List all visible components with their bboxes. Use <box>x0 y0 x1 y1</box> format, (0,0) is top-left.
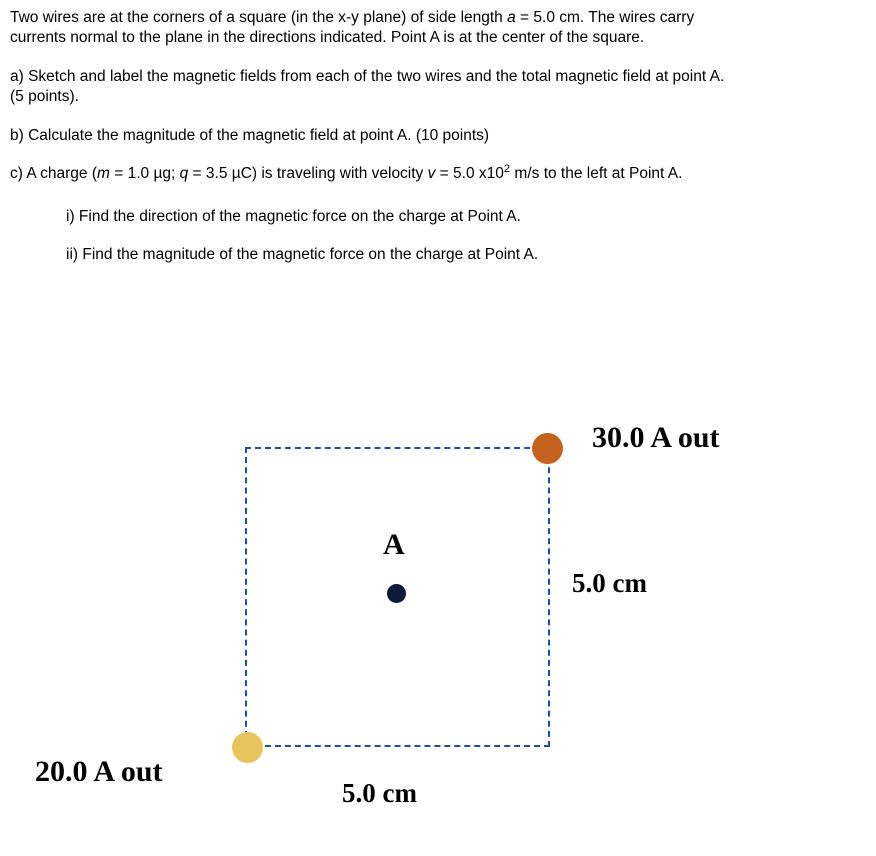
part-c-prefix: c) A charge ( <box>10 165 98 183</box>
point-a-label: A <box>383 528 405 561</box>
wire-top-right-dot <box>532 433 563 464</box>
part-a-line1: a) Sketch and label the magnetic fields from each of the two wires and the total magnetic field at point A. <box>10 67 725 85</box>
part-a <box>10 67 866 108</box>
variable-v: v <box>427 165 436 183</box>
intro-paragraph <box>10 8 866 49</box>
bottom-left-current-label: 20.0 A out <box>35 755 163 788</box>
variable-q: q <box>179 165 189 183</box>
wire-bottom-left-dot <box>232 732 263 763</box>
problem-statement <box>10 8 866 266</box>
part-b: b) Calculate the magnitude of the magnetic field at point A. (10 points) <box>10 126 490 144</box>
part-c <box>10 164 866 184</box>
variable-a: a <box>507 9 516 26</box>
magnetic-field-diagram <box>0 400 876 856</box>
variable-m: m <box>97 165 110 183</box>
part-c-mid2: = 3.5 µC) is traveling with velocity <box>188 165 428 183</box>
right-side-length-label: 5.0 cm <box>572 568 647 598</box>
intro-line1-part1: Two wires are at the corners of a square (in the x-y plane) of side length <box>10 9 508 26</box>
part-c-mid3: = 5.0 x10 <box>435 165 504 183</box>
part-c-suffix: m/s to the left at Point A. <box>510 165 683 183</box>
top-right-current-label: 30.0 A out <box>592 421 720 454</box>
part-a-line2: (5 points). <box>10 88 79 106</box>
part-c-mid1: = 1.0 µg; <box>109 165 180 183</box>
bottom-side-length-label: 5.0 cm <box>342 778 417 808</box>
part-c-item-i: i) Find the direction of the magnetic force on the charge at Point A. <box>66 207 521 225</box>
exponent-2: 2 <box>503 163 511 176</box>
intro-line1-part2: = 5.0 cm. The wires carry <box>515 9 695 26</box>
part-c-item-ii: ii) Find the magnitude of the magnetic force on the charge at Point A. <box>66 246 539 264</box>
point-a-dot <box>387 584 406 603</box>
intro-line2: currents normal to the plane in the directions indicated. Point A is at the center of the square. <box>10 29 645 47</box>
